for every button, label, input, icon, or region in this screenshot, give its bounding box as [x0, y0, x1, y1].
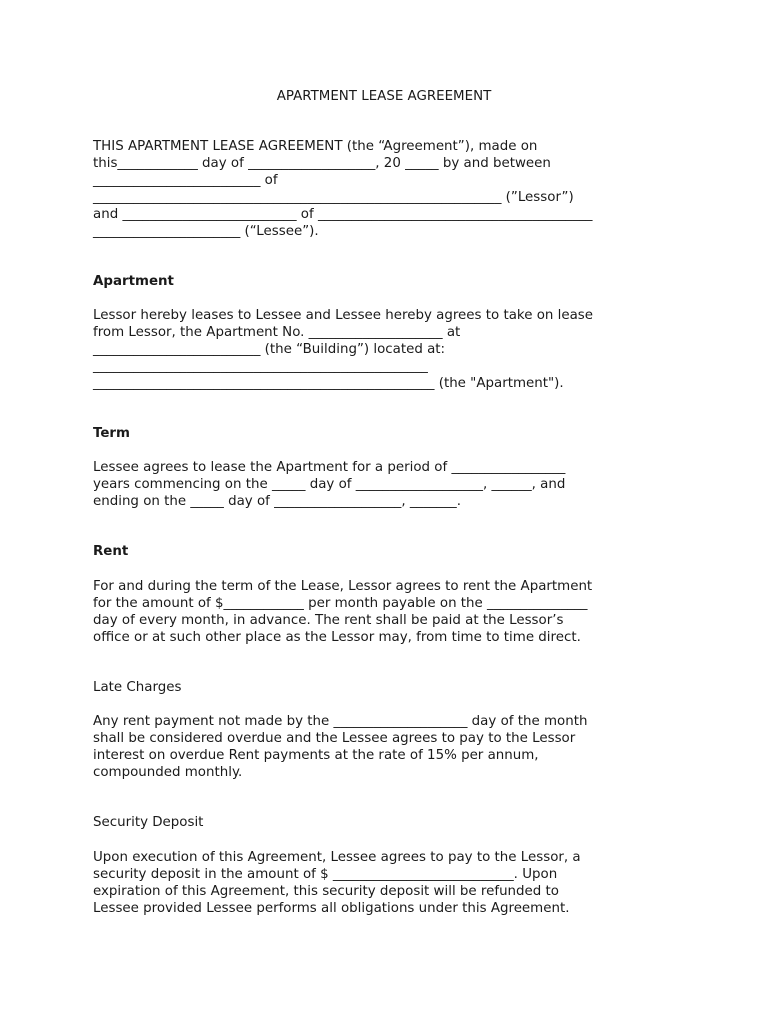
intro-line: THIS APARTMENT LEASE AGREEMENT (the “Agreement”), made on: [93, 139, 538, 154]
apartment-line: ___________________________________________________ (the "Apartment").: [93, 376, 564, 391]
apartment-line: _________________________ (the “Building”) located at:: [93, 342, 446, 357]
intro-line: _____________________________________________________________ (”Lessor”): [93, 190, 574, 205]
security-deposit-line: Upon execution of this Agreement, Lessee agrees to pay to the Lessor, a: [93, 850, 581, 865]
security-deposit-line: Lessee provided Lessee performs all obligations under this Agreement.: [93, 901, 570, 916]
rent-line: For and during the term of the Lease, Lessor agrees to rent the Apartment: [93, 579, 593, 594]
late-charges-line: interest on overdue Rent payments at the rate of 15% per annum,: [93, 748, 539, 763]
rent-line: day of every month, in advance. The rent shall be paid at the Lessor’s: [93, 613, 564, 628]
intro-line: ______________________ (“Lessee”).: [93, 224, 319, 239]
apartment-line: __________________________________________________: [93, 359, 428, 374]
term-line: Lessee agrees to lease the Apartment for a period of _________________: [93, 460, 566, 475]
section-heading-term: Term: [93, 426, 130, 441]
section-heading-security-deposit: Security Deposit: [93, 815, 204, 830]
late-charges-line: Any rent payment not made by the ____________________ day of the month: [93, 714, 588, 729]
intro-line: this____________ day of ___________________, 20 _____ by and between: [93, 156, 551, 171]
rent-line: office or at such other place as the Lessor may, from time to time direct.: [93, 630, 581, 645]
apartment-line: from Lessor, the Apartment No. ____________________ at: [93, 325, 461, 340]
section-heading-rent: Rent: [93, 544, 129, 559]
apartment-line: Lessor hereby leases to Lessee and Lessee hereby agrees to take on lease: [93, 308, 594, 323]
late-charges-line: compounded monthly.: [93, 765, 243, 780]
security-deposit-line: security deposit in the amount of $ ___________________________. Upon: [93, 867, 558, 882]
intro-line: and __________________________ of _________________________________________: [93, 207, 593, 222]
intro-line: _________________________ of: [93, 173, 278, 188]
document-title: APARTMENT LEASE AGREEMENT: [276, 89, 492, 104]
late-charges-line: shall be considered overdue and the Lessee agrees to pay to the Lessor: [93, 731, 576, 746]
term-line: years commencing on the _____ day of ___________________, ______, and: [93, 477, 566, 492]
section-heading-apartment: Apartment: [93, 274, 174, 289]
rent-line: for the amount of $____________ per month payable on the _______________: [93, 596, 588, 611]
term-line: ending on the _____ day of ___________________, _______.: [93, 494, 461, 509]
security-deposit-line: expiration of this Agreement, this security deposit will be refunded to: [93, 884, 559, 899]
section-heading-late-charges: Late Charges: [93, 680, 182, 695]
